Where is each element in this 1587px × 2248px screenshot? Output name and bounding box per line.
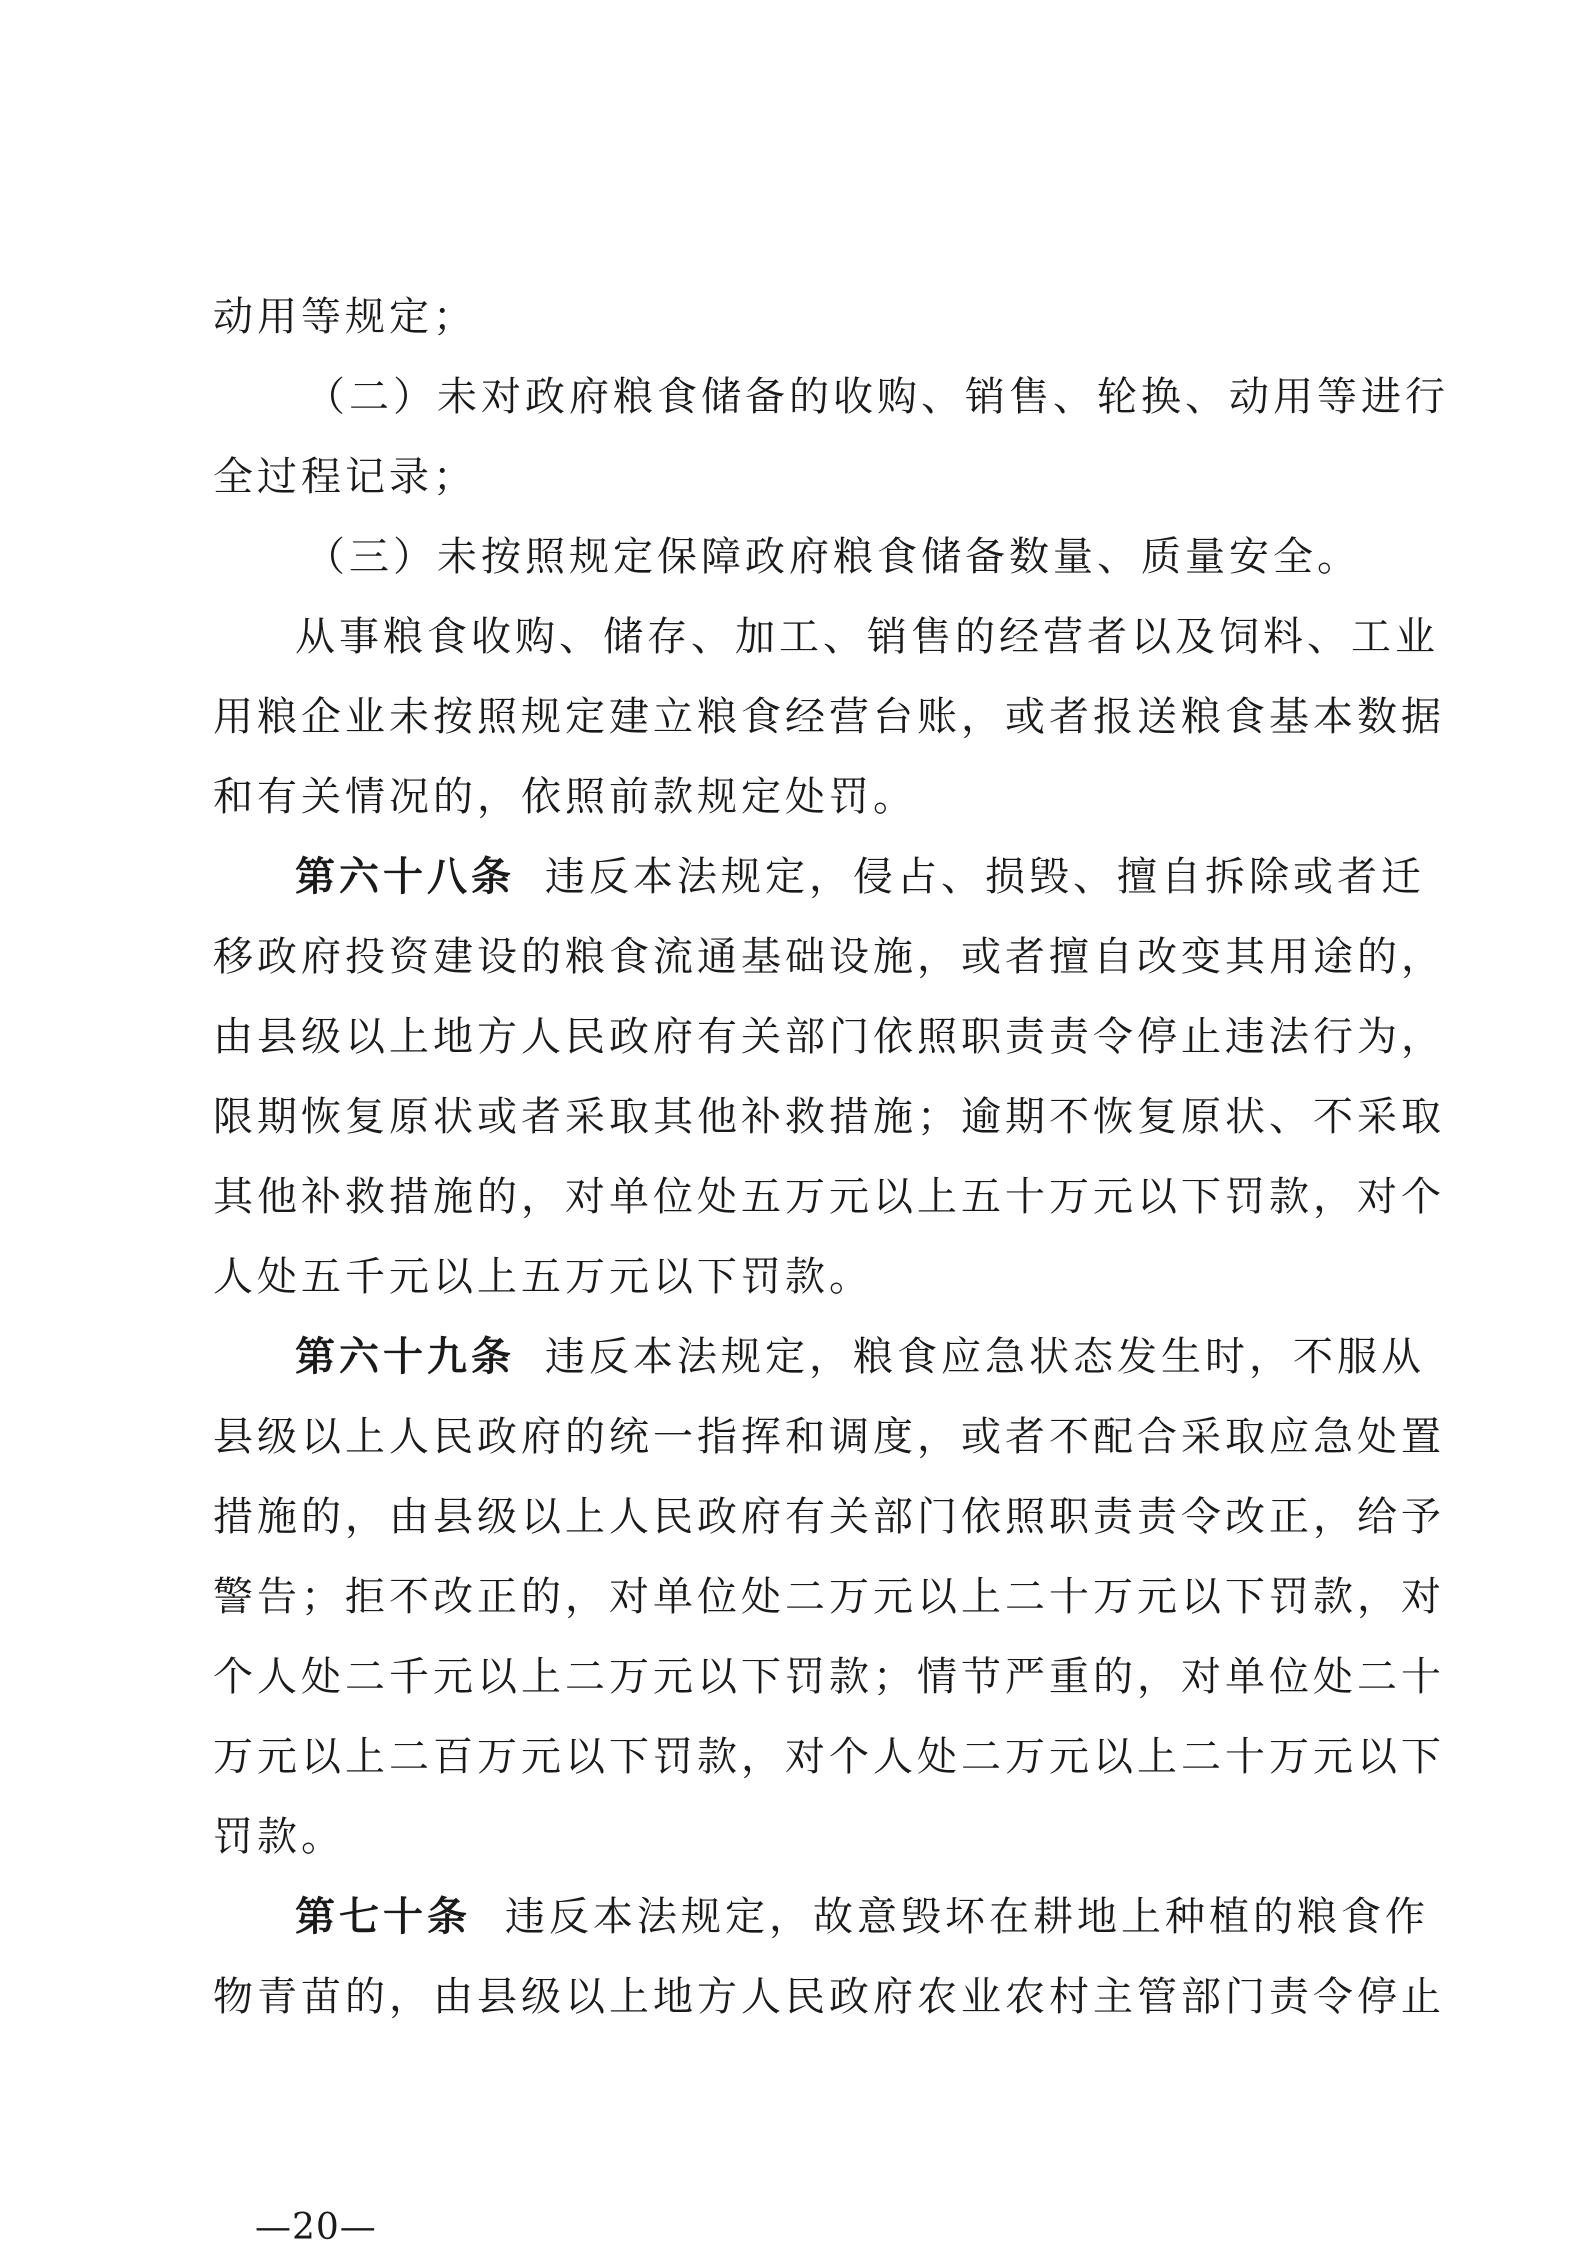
article-number: 第七十条 bbox=[295, 1893, 471, 1940]
page-number: —20— bbox=[255, 2207, 377, 2248]
article-heading-line: 第六十八条 违反本法规定，侵占、损毁、擅自拆除或者迁 bbox=[0, 837, 1587, 917]
article-heading-line: 第七十条 违反本法规定，故意毁坏在耕地上种植的粮食作 bbox=[0, 1877, 1587, 1957]
text-line: 其他补救措施的，对单位处五万元以上五十万元以下罚款，对个 bbox=[213, 1174, 1445, 1220]
text-line: 措施的，由县级以上人民政府有关部门依照职责责令改正，给予 bbox=[213, 1494, 1445, 1540]
text-line: 人处五千元以上五万元以下罚款。 bbox=[213, 1254, 873, 1300]
text-line: 和有关情况的，依照前款规定处罚。 bbox=[213, 774, 917, 820]
text-line: 从事粮食收购、储存、加工、销售的经营者以及饲料、工业 bbox=[295, 614, 1439, 660]
text-line: （二）未对政府粮食储备的收购、销售、轮换、动用等进行 bbox=[305, 374, 1449, 420]
text-line: 用粮企业未按照规定建立粮食经营台账，或者报送粮食基本数据 bbox=[213, 694, 1445, 740]
article-heading-line: 第六十九条 违反本法规定，粮食应急状态发生时，不服从 bbox=[0, 1317, 1587, 1397]
text-line: （三）未按照规定保障政府粮食储备数量、质量安全。 bbox=[305, 534, 1361, 580]
text-line: 个人处二千元以上二万元以下罚款；情节严重的，对单位处二十 bbox=[213, 1654, 1445, 1700]
text-line: 警告；拒不改正的，对单位处二万元以上二十万元以下罚款，对 bbox=[213, 1574, 1445, 1620]
text-line: 由县级以上地方人民政府有关部门依照职责责令停止违法行为， bbox=[213, 1014, 1445, 1060]
text-line: 限期恢复原状或者采取其他补救措施；逾期不恢复原状、不采取 bbox=[213, 1094, 1445, 1140]
text-line: 万元以上二百万元以下罚款，对个人处二万元以上二十万元以下 bbox=[213, 1734, 1445, 1780]
text-line: 全过程记录； bbox=[213, 454, 477, 500]
text-line: 县级以上人民政府的统一指挥和调度，或者不配合采取应急处置 bbox=[213, 1414, 1445, 1460]
text-line: 物青苗的，由县级以上地方人民政府农业农村主管部门责令停止 bbox=[213, 1974, 1445, 2020]
text-line: 罚款。 bbox=[213, 1814, 345, 1860]
text-line: 移政府投资建设的粮食流通基础设施，或者擅自改变其用途的， bbox=[213, 934, 1445, 980]
article-number: 第六十八条 bbox=[295, 853, 515, 900]
article-number: 第六十九条 bbox=[295, 1333, 515, 1380]
text-line: 动用等规定； bbox=[213, 294, 477, 340]
